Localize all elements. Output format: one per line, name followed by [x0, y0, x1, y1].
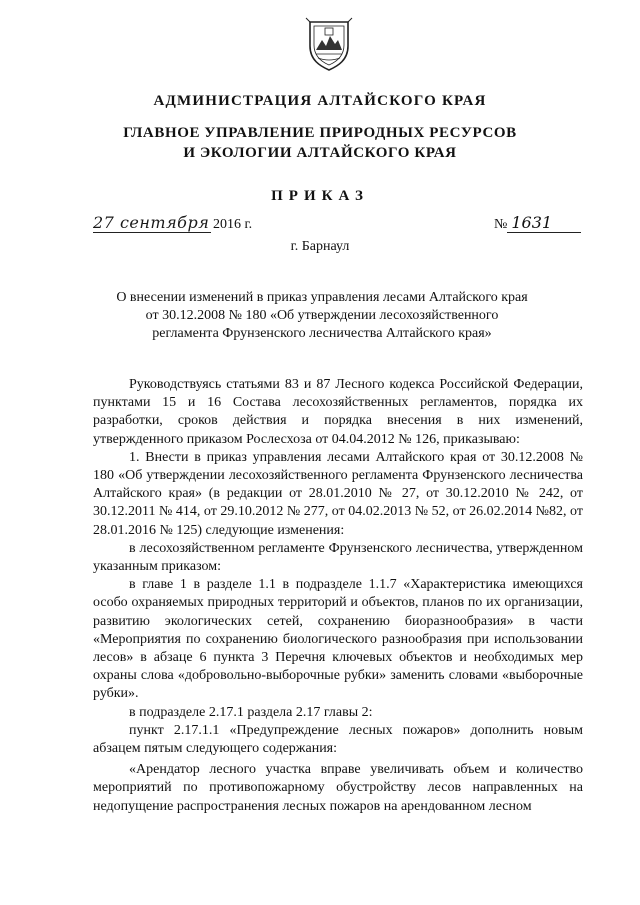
body-paragraph: в лесохозяйственном регламенте Фрунзенского лесничества, утвержденном указанным приказом:	[93, 540, 583, 575]
body-paragraph: «Арендатор лесного участка вправе увеличивать объем и количество мероприятий по противопожарному обустройству лесов направленных на недопущение распространения лесных пожаров на арендованном лесном	[93, 762, 583, 814]
body-paragraph: в подразделе 2.17.1 раздела 2.17 главы 2:	[129, 704, 373, 720]
order-number	[494, 213, 581, 233]
handwritten-number: 1631	[507, 213, 581, 233]
order-body	[93, 376, 583, 816]
order-date	[93, 213, 252, 237]
body-paragraph: Руководствуясь статьями 83 и 87 Лесного кодекса Российской Федерации, пунктами 15 и 16 Состава лесохозяйственных регламентов, порядка их разработки, сроков действия и порядка внесения в них изменений, утвержденного приказом Рослесхоза от 04.04.2012 № 126, приказываю:	[93, 377, 583, 447]
subject-line: от 30.12.2008 № 180 «Об утверждении лесохозяйственного	[145, 308, 499, 323]
body-paragraph: в главе 1 в разделе 1.1 в подразделе 1.1.7 «Характеристика имеющихся особо охраняемых природных территорий и объектов, планов по их организации, развитию экологических сетей, сохранению биоразнообразия» в части «Мероприятия по сохранению биологического разнообразия при использовании лесов» в абзаце 6 пункта 3 Перечня ключевых объектов и необходимых мер охраны слова «добровольно-выборочные рубки» заменить словами «выборочные рубки».	[93, 577, 583, 702]
number-prefix: №	[494, 217, 508, 232]
administration-title: АДМИНИСТРАЦИЯ АЛТАЙСКОГО КРАЯ	[153, 93, 487, 109]
subject-line: О внесении изменений в приказ управления лесами Алтайского края	[116, 290, 528, 305]
department-title-line1: ГЛАВНОЕ УПРАВЛЕНИЕ ПРИРОДНЫХ РЕСУРСОВ	[123, 125, 517, 141]
handwritten-date: 27 сентября	[93, 213, 210, 232]
body-paragraph: пункт 2.17.1.1 «Предупреждение лесных пожаров» дополнить новым абзацем пятым следующего содержания:	[93, 722, 583, 757]
city: г. Барнаул	[290, 239, 350, 254]
coat-of-arms-icon	[304, 16, 354, 72]
subject-line: регламента Фрунзенского лесничества Алтайского края»	[152, 326, 492, 341]
document-type: ПРИКАЗ	[271, 188, 369, 204]
order-subject	[80, 289, 564, 343]
department-title-line2: И ЭКОЛОГИИ АЛТАЙСКОГО КРАЯ	[183, 145, 457, 161]
date-year: 2016 г.	[213, 217, 253, 232]
body-paragraph: 1. Внести в приказ управления лесами Алтайского края от 30.12.2008 № 180 «Об утверждении лесохозяйственного регламента Фрунзенского лесничества Алтайского края» (в редакции от 28.01.2010 № 27, от 30.12.2010 № 242, от 30.12.2011 № 414, от 29.10.2012 № 277, от 04.02.2013 № 52, от 26.02.2014 №82, от 28.01.2016 № 125) следующие изменения:	[93, 449, 583, 538]
